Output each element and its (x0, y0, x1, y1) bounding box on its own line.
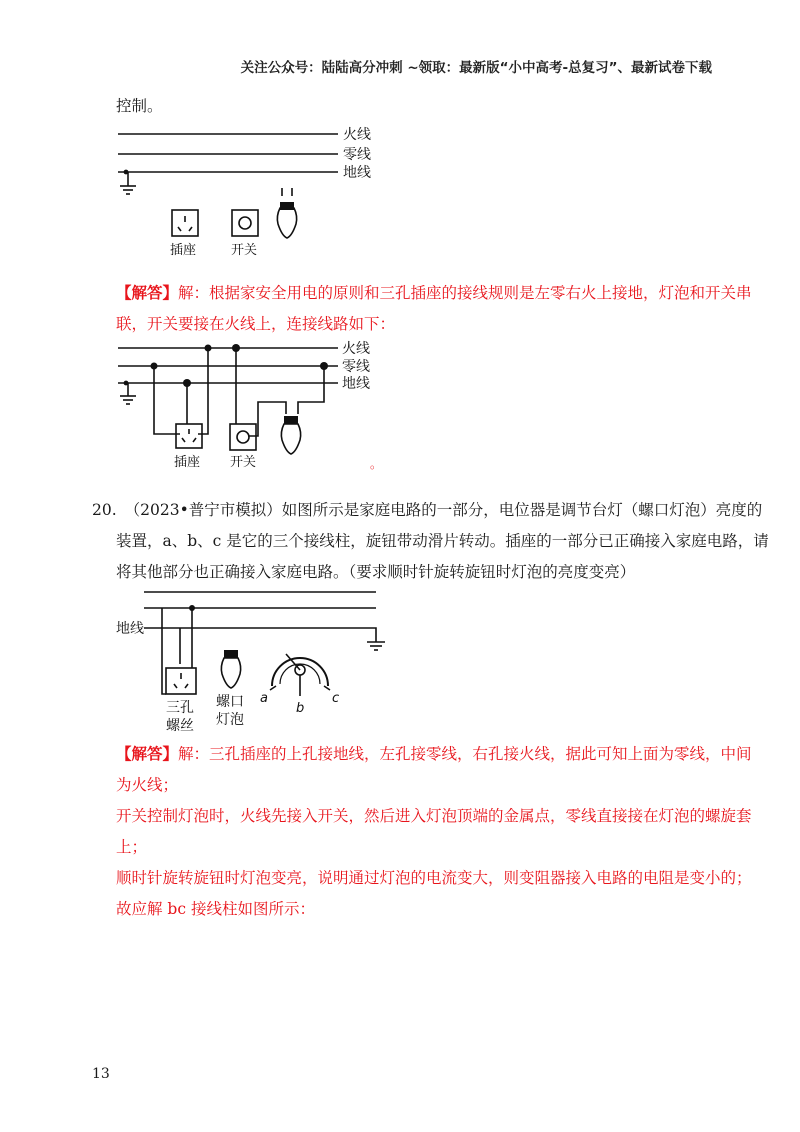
question20-line2: 装置，a、b、c 是它的三个接线柱，旋钮带动滑片转动。插座的一部分已正确接入家庭电路，请 (116, 532, 769, 550)
answer2-text1: 解：三孔插座的上孔接地线，左孔接零线，右孔接火线，据此可知上面为零线，中间 (178, 745, 752, 763)
fig3-label-bulb-1: 螺口 (216, 694, 244, 710)
fig3-label-socket-1: 三孔 (166, 700, 194, 716)
fig1-switch (232, 210, 258, 236)
fig1-bulb-cap (280, 202, 294, 210)
fig1-label-neutral: 零线 (343, 147, 371, 163)
fig3-terminal-a: a (260, 691, 268, 706)
answer2-line5: 顺时针旋转旋钮时灯泡变亮，说明通过灯泡的电流变大，则变阻器接入电路的电阻是变小的； (116, 869, 752, 887)
fig1-label-socket: 插座 (170, 243, 197, 258)
question20-line3: 将其他部分也正确接入家庭电路。（要求顺时针旋转旋钮时灯泡的亮度变亮） (116, 563, 636, 581)
answer1-line2: 联，开关要接在火线上，连接线路如下： (116, 315, 396, 333)
fig2-bulb-cap (284, 416, 298, 424)
fig1-label-switch: 开关 (231, 243, 258, 258)
fig1-label-ground: 地线 (343, 165, 371, 181)
question20-number: 20. (92, 501, 117, 519)
page-number: 13 (92, 1066, 110, 1082)
fig2-switch (230, 424, 256, 450)
fig2-label-neutral: 零线 (342, 359, 370, 375)
page-header: 关注公众号：陆陆高分冲刺 ~领取：最新版“小中高考-总复习”、最新试卷下载 (240, 60, 712, 76)
fig3-label-socket-2: 螺丝 (166, 718, 194, 734)
figure-1-circuit (110, 124, 400, 264)
fig2-label-live: 火线 (342, 341, 370, 357)
answer1-text1: 解：根据家安全用电的原则和三孔插座的接线规则是左零右火上接地，灯泡和开关串 (178, 284, 752, 302)
fig2-label-switch: 开关 (230, 455, 257, 470)
fig1-label-live: 火线 (343, 127, 371, 143)
fig2-label-ground: 地线 (342, 376, 370, 392)
fig1-socket (172, 210, 198, 236)
fig3-terminal-b: b (296, 701, 305, 716)
fig3-terminal-c: c (332, 691, 340, 706)
answer1-tag: 【解答】 (116, 283, 179, 302)
fig2-label-socket: 插座 (174, 455, 201, 470)
fig3-bulb-cap (224, 650, 238, 658)
fig3-label-ground: 地线 (116, 621, 144, 637)
answer1-line1 (116, 283, 752, 303)
figure-3-circuit (110, 584, 400, 740)
fig2-period: 。 (370, 457, 383, 471)
top-text: 控制。 (116, 97, 163, 115)
answer2-line2: 为火线； (116, 776, 179, 794)
answer2-line6: 故应解 bc 接线柱如图所示： (116, 900, 315, 918)
answer2-line4: 上； (116, 838, 148, 856)
fig3-socket (166, 668, 196, 694)
question20-text1: （2023•普宁市模拟）如图所示是家庭电路的一部分，电位器是调节台灯（螺口灯泡）亮度的 (124, 501, 763, 519)
answer2-line1 (116, 744, 752, 764)
figure-2-circuit (110, 336, 400, 474)
fig3-ground-wire (144, 628, 376, 642)
answer2-line3: 开关控制灯泡时，火线先接入开关，然后进入灯泡顶端的金属点，零线直接接在灯泡的螺旋套 (116, 807, 752, 825)
fig3-label-bulb-2: 灯泡 (216, 712, 244, 728)
answer2-tag: 【解答】 (116, 744, 179, 763)
fig2-socket (176, 424, 202, 448)
question20-line1 (92, 500, 762, 520)
